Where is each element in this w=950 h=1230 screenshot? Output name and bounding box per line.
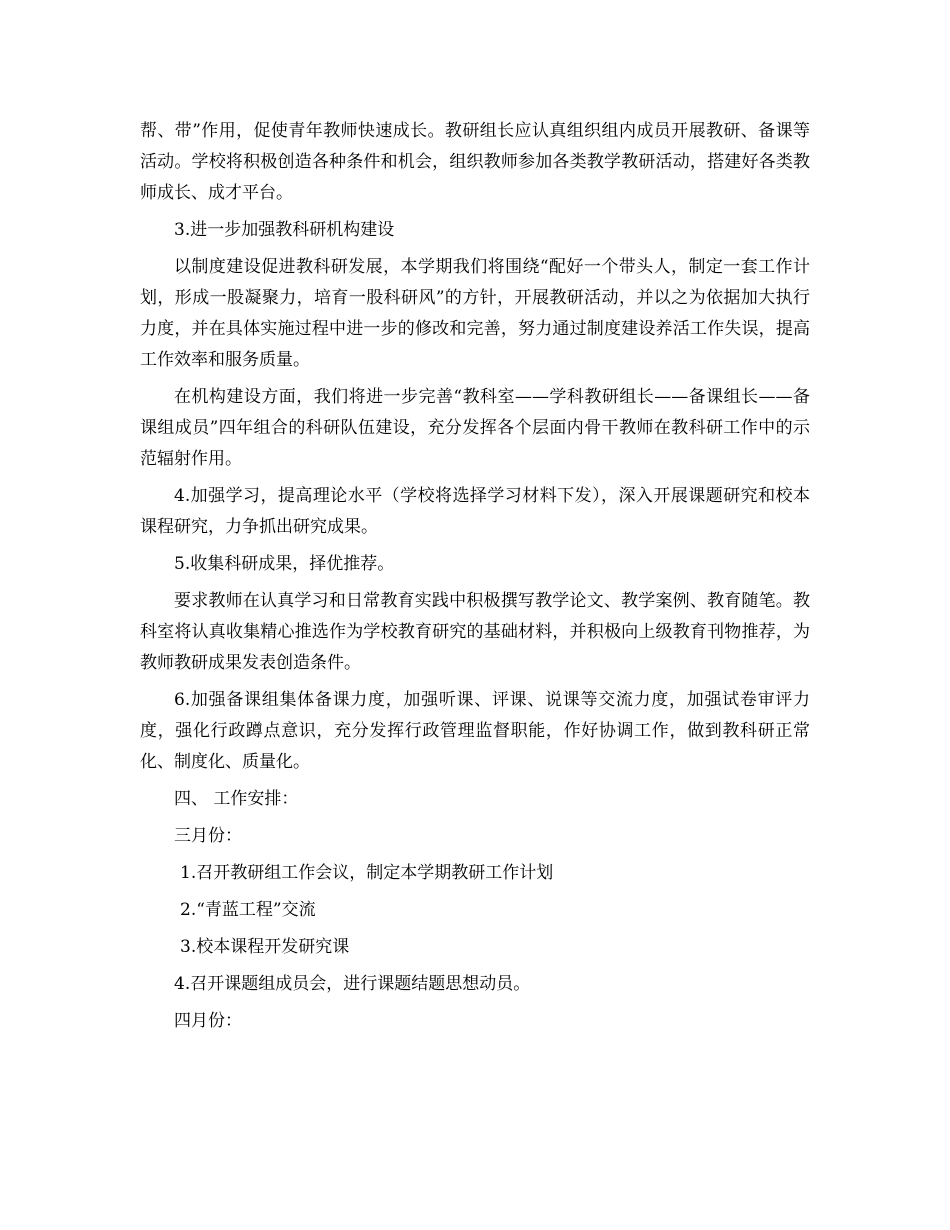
section-heading-work-schedule: 四、 工作安排： [174,789,299,809]
schedule-item: 4.召开课题组成员会，进行课题结题思想动员。 [174,974,531,994]
paragraph-continuation: 帮、带”作用，促使青年教师快速成长。教研组长应认真组织组内成员开展教研、备课等活动。学校将积极创造各种条件和机会，组织教师参加各类教学教研活动，搭建好各类教师成长、成才平台。 [140,121,810,203]
document-body [140,116,810,1043]
schedule-item: 3.校本课程开发研究课 [180,937,350,957]
paragraph-organization-building: 在机构建设方面，我们将进一步完善“教科室——学科教研组长——备课组长——备课组成员”四年组合的科研队伍建设，充分发挥各个层面内骨干教师在教科研工作中的示范辐射作用。 [140,387,810,469]
heading-item-6: 6.加强备课组集体备课力度，加强听课、评课、说课等交流力度，加强试卷审评力度，强化行政蹲点意识，充分发挥行政管理监督职能，作好协调工作，做到教科研正常化、制度化、质量化。 [140,690,810,772]
heading-item-4: 4.加强学习，提高理论水平（学校将选择学习材料下发），深入开展课题研究和校本课程研究，力争抓出研究成果。 [140,486,810,537]
heading-item-5: 5.收集科研成果，择优推荐。 [174,554,395,574]
paragraph-system-building: 以制度建设促进教科研发展，本学期我们将围绕“配好一个带头人，制定一套工作计划，形成一股凝聚力，培育一股科研风”的方针，开展教研活动，并以之为依据加大执行力度，并在具体实施过程中进一步的修改和完善，努力通过制度建设养活工作失误，提高工作效率和服务质量。 [140,257,810,370]
schedule-item: 2.“青蓝工程”交流 [180,900,316,920]
paragraph-research-results: 要求教师在认真学习和日常教育实践中积极撰写教学论文、教学案例、教育随笔。教科室将认真收集精心推选作为学校教育研究的基础材料，并积极向上级教育刊物推荐，为教师教研成果发表创造条件。 [140,591,810,673]
month-heading-march: 三月份： [174,826,242,846]
heading-item-3: 3.进一步加强教科研机构建设 [174,220,395,240]
month-heading-april: 四月份： [174,1011,242,1031]
schedule-item: 1.召开教研组工作会议，制定本学期教研工作计划 [180,863,554,883]
